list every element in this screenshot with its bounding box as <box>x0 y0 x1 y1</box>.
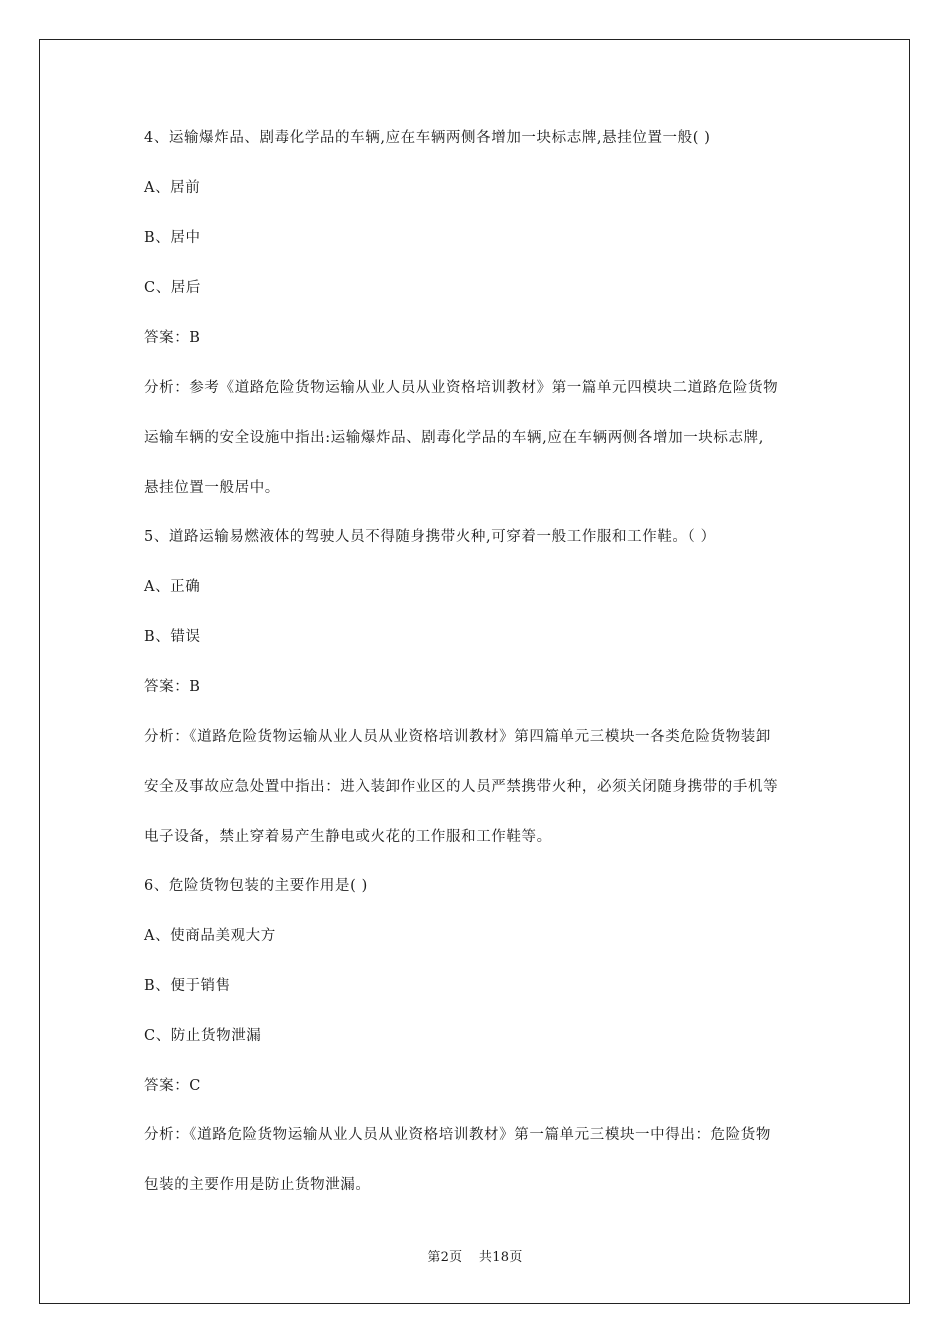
page-footer <box>0 1246 950 1265</box>
analysis-line: 安全及事故应急处置中指出：进入装卸作业区的人员严禁携带火种，必须关闭随身携带的手机等 <box>144 779 779 795</box>
question-stem: 6、危险货物包装的主要作用是( ) <box>144 878 368 894</box>
analysis-line: 包装的主要作用是防止货物泄漏。 <box>144 1177 371 1193</box>
page-total: 共18页 <box>478 1250 523 1265</box>
page-number: 第2页 <box>427 1250 463 1265</box>
answer: 答案：B <box>144 679 201 695</box>
analysis-line: 分析：参考《道路危险货物运输从业人员从业资格培训教材》第一篇单元四模块二道路危险货物 <box>144 380 779 396</box>
option-b: B、便于销售 <box>144 978 231 994</box>
option-a: A、使商品美观大方 <box>144 928 276 944</box>
analysis-line: 运输车辆的安全设施中指出:运输爆炸品、剧毒化学品的车辆,应在车辆两侧各增加一块标志牌, <box>144 430 764 446</box>
analysis-line: 悬挂位置一般居中。 <box>144 480 280 496</box>
option-b: B、错误 <box>144 629 201 645</box>
option-a: A、正确 <box>144 579 201 595</box>
analysis-line: 分析：《道路危险货物运输从业人员从业资格培训教材》第四篇单元三模块一各类危险货物装卸 <box>144 729 771 745</box>
option-b: B、居中 <box>144 230 201 246</box>
option-c: C、防止货物泄漏 <box>144 1028 262 1044</box>
question-stem: 5、道路运输易燃液体的驾驶人员不得随身携带火种,可穿着一般工作服和工作鞋。（ ） <box>144 529 716 545</box>
question-stem: 4、运输爆炸品、剧毒化学品的车辆,应在车辆两侧各增加一块标志牌,悬挂位置一般( ) <box>144 130 711 146</box>
analysis-line: 电子设备，禁止穿着易产生静电或火花的工作服和工作鞋等。 <box>144 829 552 845</box>
option-a: A、居前 <box>144 180 201 196</box>
analysis-line: 分析：《道路危险货物运输从业人员从业资格培训教材》第一篇单元三模块一中得出：危险货物 <box>144 1127 771 1143</box>
answer: 答案：B <box>144 330 201 346</box>
answer: 答案：C <box>144 1078 201 1094</box>
option-c: C、居后 <box>144 280 201 296</box>
